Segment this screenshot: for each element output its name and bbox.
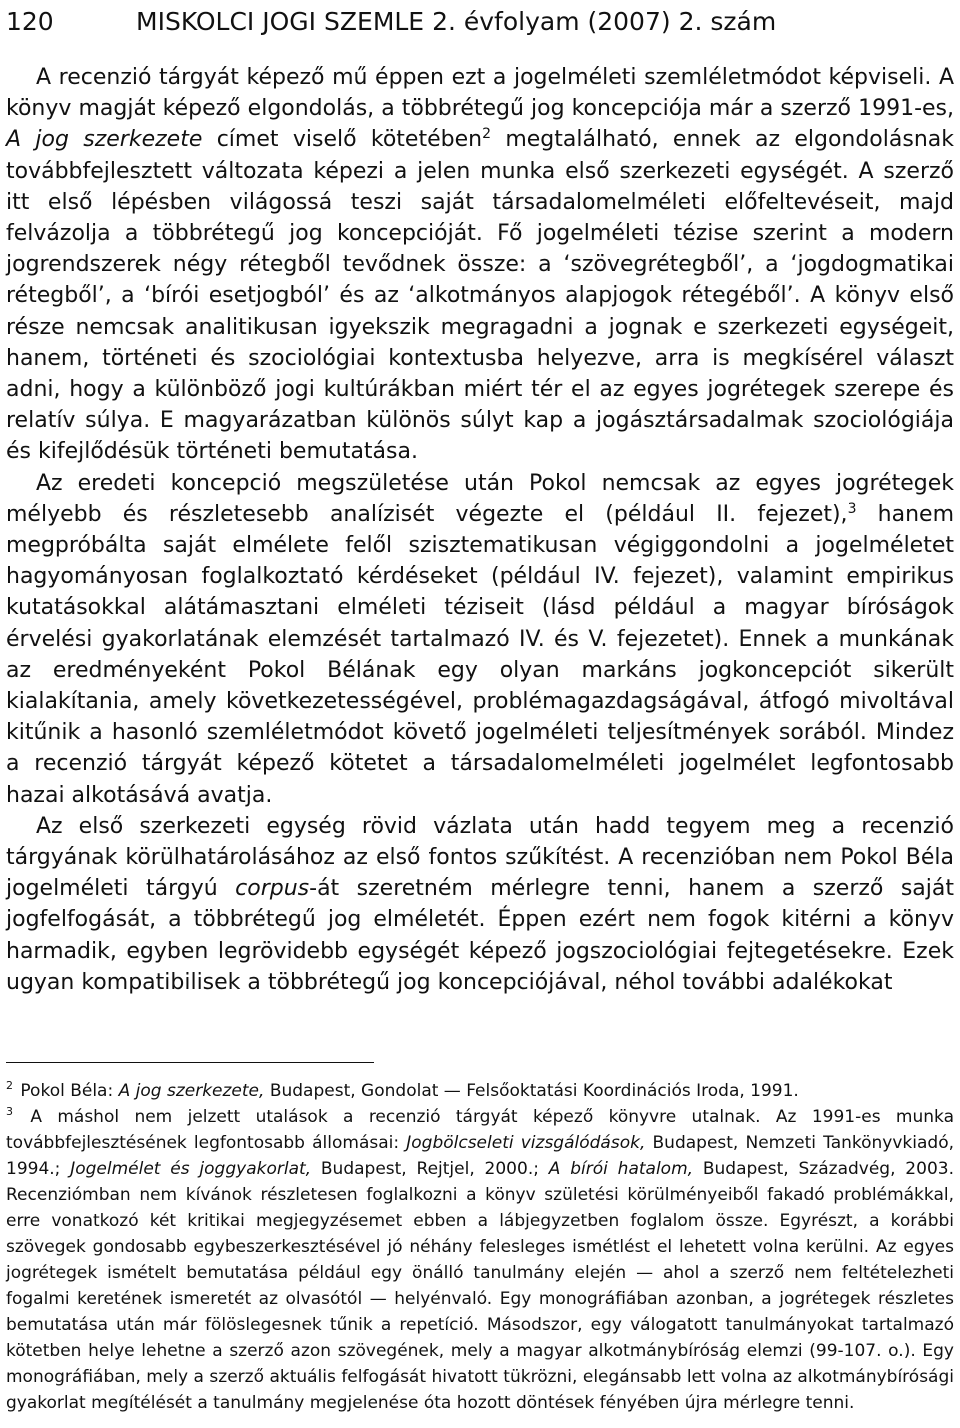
footnote-ref-2[interactable]: 2 xyxy=(482,126,491,143)
document-page xyxy=(6,0,954,1428)
footnote-ref-3[interactable]: 3 xyxy=(847,500,857,517)
fn2-text-a: Pokol Béla: xyxy=(15,1081,119,1101)
fn3-text-d: Budapest, Századvég, 2003. Recenziómban nem kívánok részletesen foglalkozni a könyv születési körülményeiből fakadó problémákkal, erre vonatkozó két kritikai megjegyzésemet ebben a lábjegyzetben foglalom össze. Egyrészt, a korábbi szövegek gondosabb egybeszerkesztésével jó néhány felesleges ismétlést el lehetett volna kerülni. Az egyes jogrétegek ismételt bemutatása például egy önálló tanulmány elején — ahol a szerző nem feltételezheti fogalmi keretének ismeretét az olvasótól — helyénvaló. Egy monográfiában azonban, a jogrétegek részletes bemutatása után már fölöslegesnek tűnik a repetíció. Másodszor, egy válogatott tanulmányokat tartalmazó kötetben helye lehetne a szerző azon szövegének, mely a magyar alkotmánybíróság elemzi (99-107. o.). Egy monográfiában, mely a szerző aktuális felfogását hivatott tükrözni, elegánsabb lett volna az alkotmánybírósági gyakorlat megítélését a tanulmány megjelenése óta hozott döntések fényében újra mérlegre tenni. xyxy=(6,1159,954,1413)
p1-text-b: címet viselő kötetében xyxy=(202,127,483,153)
fn3-title-1: Jogbölcseleti vizsgálódások, xyxy=(406,1133,646,1153)
journal-word-ogi: OGI xyxy=(269,7,317,36)
journal-issue: 2. évfolyam (2007) 2. szám xyxy=(432,7,777,36)
fn2-text-b: Budapest, Gondolat — Felsőoktatási Koordinációs Iroda, 1991. xyxy=(264,1081,799,1101)
journal-initial-m: M xyxy=(136,7,158,36)
fn3-text-a: A máshol nem jelzett utalások a recenzió tárgyát képező könyvre utalnak. Az 1991-es munka továbbfejlesztésének legfontosabb állomásai: xyxy=(6,1107,954,1153)
footnote-2-number: 2 xyxy=(6,1079,13,1092)
p1-book-title: A jog szerkezete xyxy=(6,127,203,153)
footnote-2 xyxy=(6,1078,954,1104)
fn3-title-3: A bírói hatalom, xyxy=(548,1159,694,1179)
fn3-title-2: Jogelmélet és joggyakorlat, xyxy=(70,1159,312,1179)
footnote-3 xyxy=(6,1104,954,1416)
p3-text-b: -át szeretném mérlegre tenni, hanem a szerző saját jogfelfogását, a többrétegű jog elméletét. Éppen ezért nem fogok kitérni a könyv harmadik, egyben legrövidebb egységét képező jogszociológiai fejtegetésekre. Ezek ugyan kompatibilisek a többrétegű jog koncepciójával, néhol további adalékokat xyxy=(6,876,955,995)
p1-text-a: A recenzió tárgyát képező mű éppen ezt a jogelméleti szemléletmódot képviseli. A könyv magját képező elgondolás, a többrétegű jog koncepciója már a szerző 1991-es, xyxy=(6,65,954,122)
journal-initial-s: S xyxy=(324,7,340,36)
p3-text-a: Az első szerkezeti egység rövid vázlata után hadd tegyem meg a recenzió tárgyának körülhatárolásához az első fontos szűkítést. A recenzióban nem Pokol Béla jogelméleti tárgyú xyxy=(6,813,954,902)
fn2-book-title: A jog szerkezete, xyxy=(118,1081,265,1101)
journal-initial-j: J xyxy=(262,7,270,36)
footnote-separator xyxy=(6,1062,374,1063)
running-header xyxy=(6,2,954,42)
footnotes xyxy=(6,1078,954,1416)
journal-title xyxy=(136,2,776,42)
page-number: 120 xyxy=(6,7,54,36)
journal-word-iskolci: ISKOLCI xyxy=(157,7,255,36)
p2-text-b: hanem megpróbálta saját elmélete felől szisztematikusan végiggondolni a jogelméletet hagyományosan foglalkoztató kérdéseket (például IV. fejezet), valamint empirikus kutatásokkal alátámasztani elméleti téziseit (lásd például a magyar bíróságok érvelési gyakorlatának elemzését tartalmazó IV. és V. fejezetet). Ennek a munkának az eredményeként Pokol Bélának egy olyan markáns jogkoncepciót sikerült kialakítania, amely következetességével, problémagazdagságával, átfogó mivoltával kitűnik a hasonló szemléletmódot követő jogelméleti teljesítmények sorából. Mindez a recenzió tárgyát képező kötetet a társadalomelméleti jogelmélet legfontosabb hazai alkotásává avatja. xyxy=(6,501,954,808)
paragraph-3 xyxy=(6,811,954,998)
fn3-text-b: Budapest, Nemzeti Tankönyvkiadó, 1994.; xyxy=(6,1133,955,1179)
paragraph-1 xyxy=(6,62,954,468)
paragraph-2 xyxy=(6,468,954,811)
p2-text-a: Az eredeti koncepció megszületése után Pokol nemcsak az egyes jogrétegek mélyebb és részletesebb analízisét végezte el (például II. fejezet), xyxy=(6,470,954,527)
p1-text-c: megtalálható, ennek az elgondolásnak továbbfejlesztett változata képezi a jelen munka első szerkezeti egységét. A szerző itt első lépésben világossá teszi saját társadalomelméleti előfeltevéseit, majd felvázolja a többrétegű jog koncepcióját. Fő jogelméleti tézise szerint a modern jogrendszerek négy rétegből tevődnek össze: a ‘szövegrétegből’, a ‘jogdogmatikai rétegből’, a ‘bírói esetjogból’ és az ‘alkotmányos alapjogok rétegéből’. A könyv első része nemcsak analitikusan igyekszik megragadni a jognak e szerkezeti egységeit, hanem, történeti és szociológiai kontextusba helyezve, arra is megkísérel választ adni, hogy a különböző jogi kultúrákban miért tér el az egyes jogrétegek szerepe és relatív súlya. E magyarázatban különös súlyt kap a jogásztársadalmak szociológiája és kifejlődésük történeti bemutatása. xyxy=(6,127,954,465)
p3-corpus: corpus xyxy=(235,876,310,902)
body-text xyxy=(6,62,954,998)
fn3-text-c: Budapest, Rejtjel, 2000.; xyxy=(311,1159,549,1179)
journal-word-zemle: ZEMLE xyxy=(339,7,425,36)
footnote-3-number: 3 xyxy=(6,1105,13,1118)
